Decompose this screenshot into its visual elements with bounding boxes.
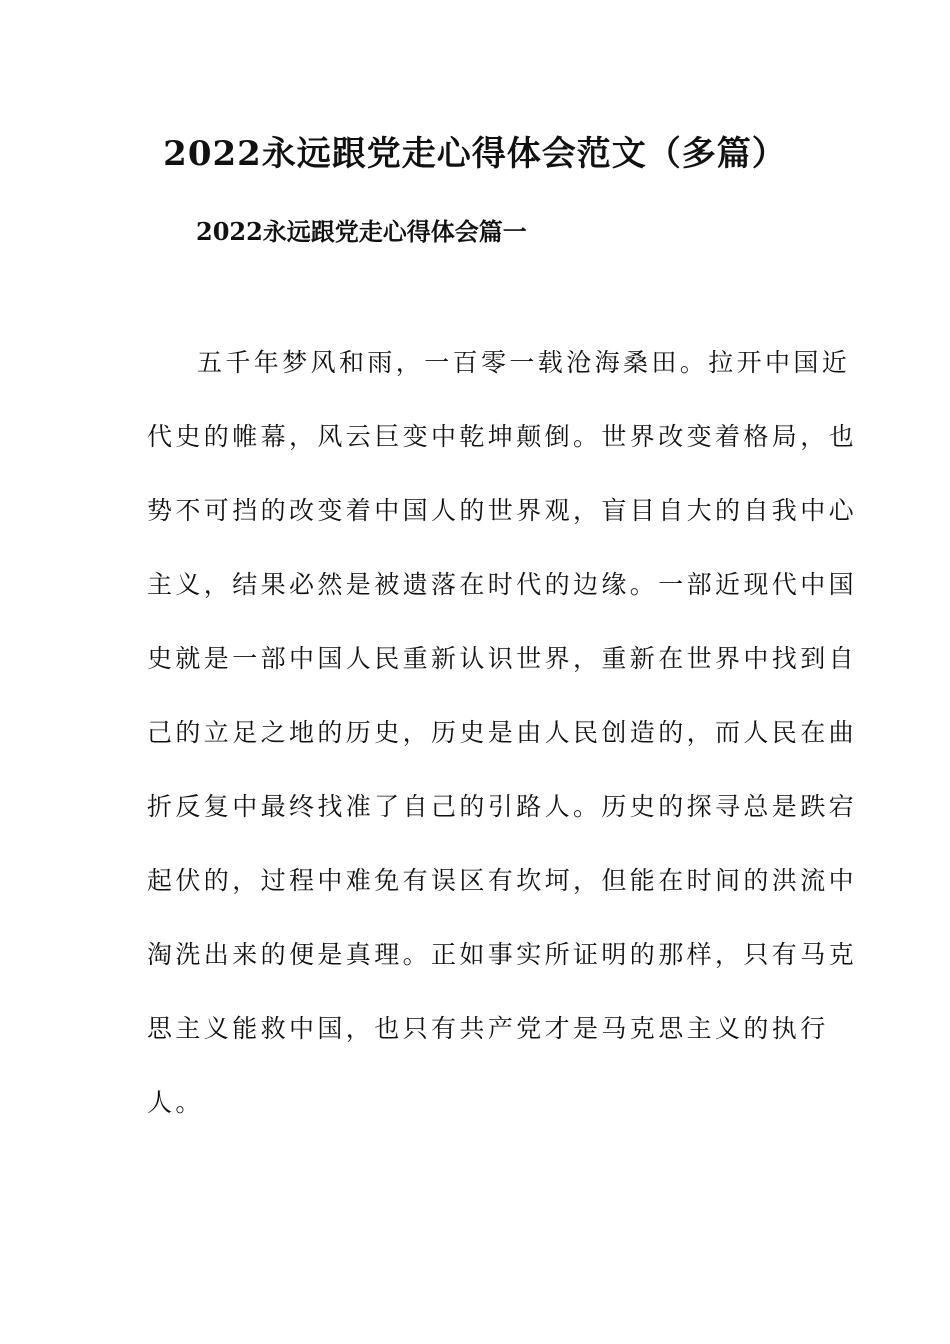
body-paragraph: [147, 340, 858, 1154]
paragraph-line: 思主义能救中国，也只有共产党才是马克思主义的执行: [147, 1014, 829, 1043]
paragraph-line: 五千年梦风和雨，一百零一载沧海桑田。拉开中国近: [197, 348, 851, 377]
section-heading: 2022永远跟党走心得体会篇一: [196, 217, 527, 246]
paragraph-line: 折反复中最终找准了自己的引路人。历史的探寻总是跌宕: [147, 792, 858, 821]
paragraph-line: 势不可挡的改变着中国人的世界观，盲目自大的自我中心: [147, 496, 858, 525]
paragraph-line: 代史的帷幕，风云巨变中乾坤颠倒。世界改变着格局，也: [147, 422, 858, 451]
paragraph-line: 起伏的，过程中难免有误区有坎坷，但能在时间的洪流中: [147, 866, 858, 895]
document-title: 2022永远跟党走心得体会范文（多篇）: [163, 134, 787, 174]
paragraph-line: 人。: [147, 1088, 204, 1117]
paragraph-line: 主义，结果必然是被遗落在时代的边缘。一部近现代中国: [147, 570, 858, 599]
paragraph-line: 史就是一部中国人民重新认识世界，重新在世界中找到自: [147, 644, 858, 673]
paragraph-line: 淘洗出来的便是真理。正如事实所证明的那样，只有马克: [147, 940, 858, 969]
paragraph-line: 己的立足之地的历史，历史是由人民创造的，而人民在曲: [147, 718, 858, 747]
